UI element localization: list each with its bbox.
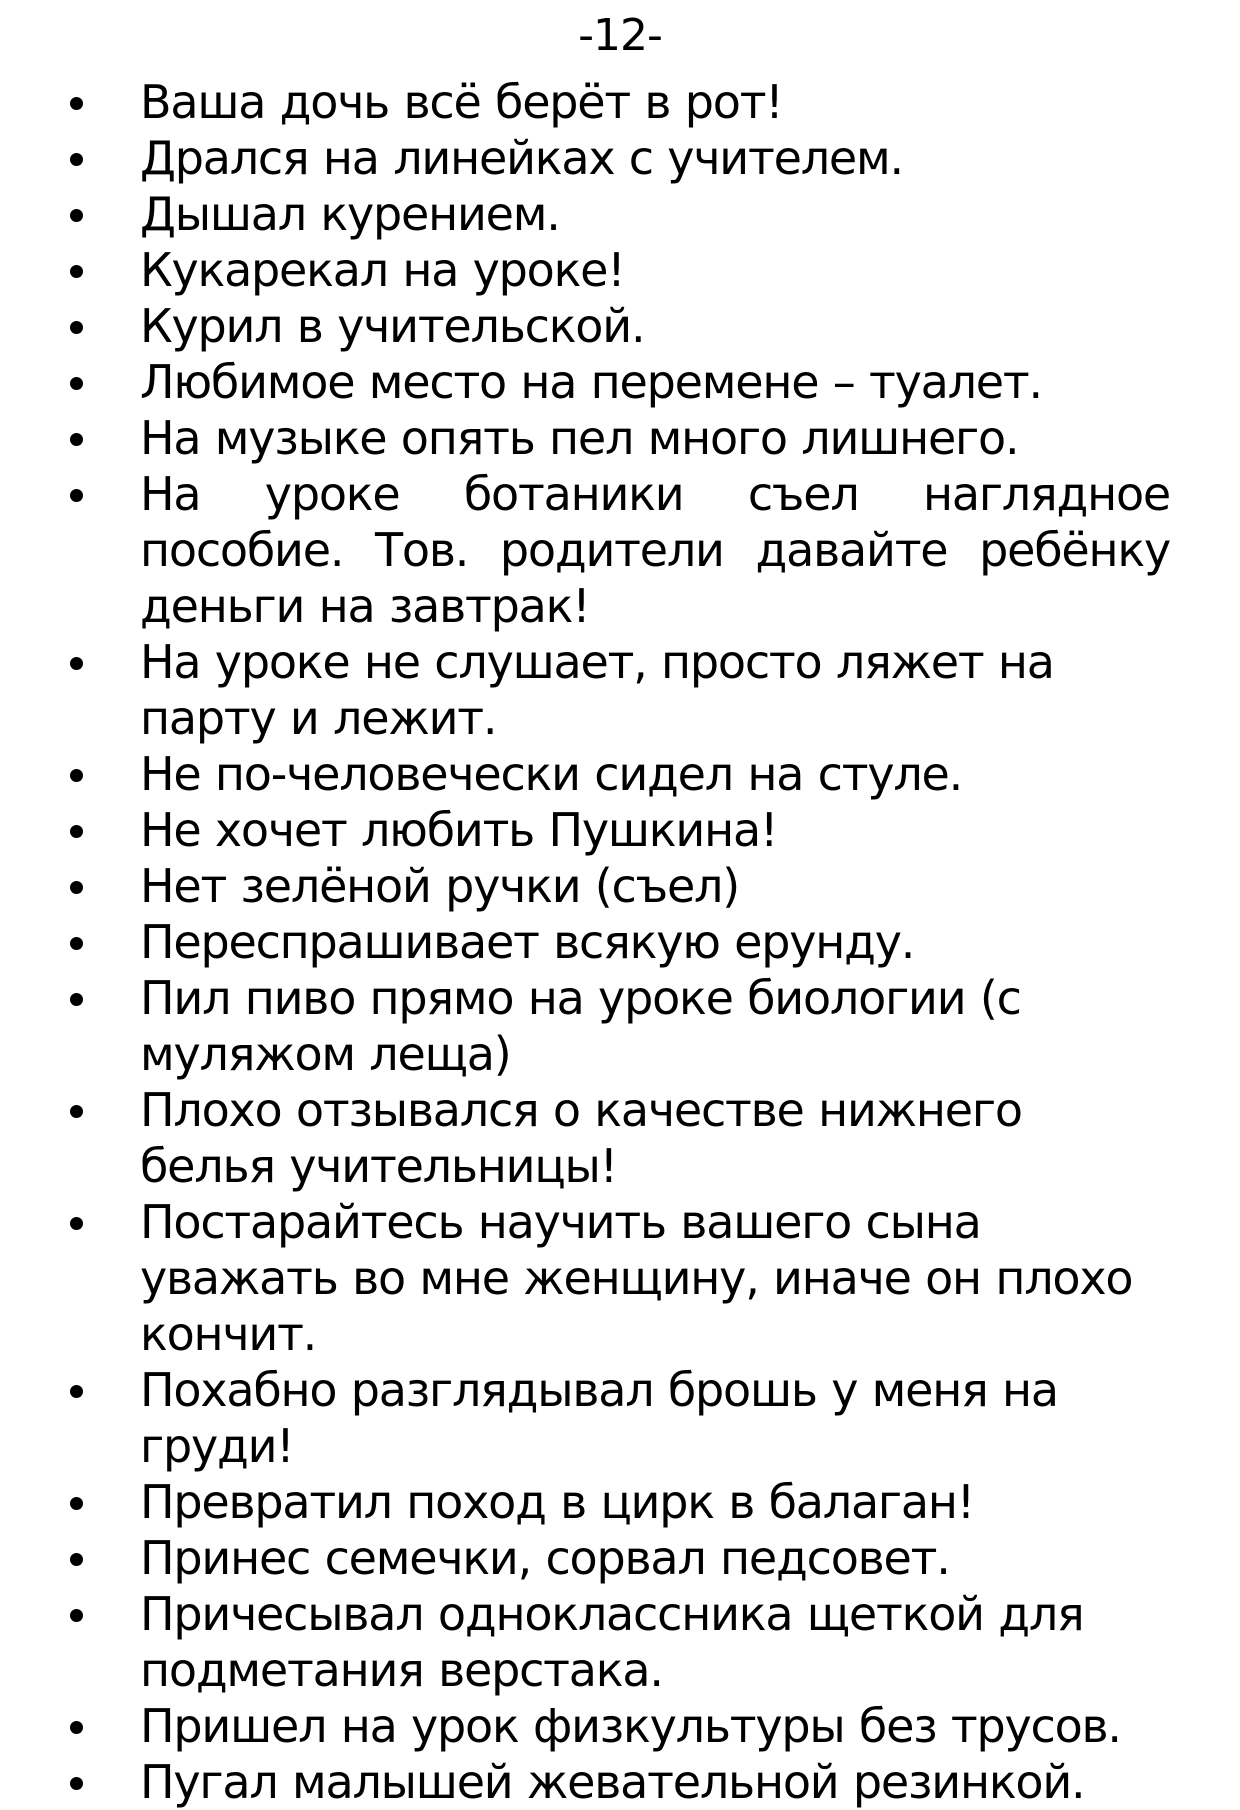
list-item <box>0 74 1240 130</box>
list-item-text: Любимое место на перемене – туалет. <box>140 355 1042 409</box>
list-item <box>0 1474 1240 1530</box>
bullet-icon <box>70 1609 83 1622</box>
bullet-icon <box>70 1217 83 1230</box>
list-item <box>0 1530 1240 1586</box>
list-item <box>0 1194 1240 1362</box>
bullet-icon <box>70 377 83 390</box>
list-item-text: Превратил поход в цирк в балаган! <box>140 1475 975 1529</box>
list-item-text: Пугал малышей жевательной резинкой. <box>140 1755 1085 1809</box>
bullet-icon <box>70 993 83 1006</box>
bullet-icon <box>70 881 83 894</box>
list-item-text: Переспрашивает всякую ерунду. <box>140 915 915 969</box>
list-item <box>0 298 1240 354</box>
list-item <box>0 914 1240 970</box>
page-number: -12- <box>578 10 662 61</box>
list-item-text: Ваша дочь всё берёт в рот! <box>140 75 783 129</box>
bullet-icon <box>70 265 83 278</box>
list-item-text: Причесывал одноклассника щеткой для подметания верстака. <box>140 1587 1084 1697</box>
list-item <box>0 858 1240 914</box>
list-item-text: На уроке ботаники съел наглядное пособие. Тов. родители давайте ребёнку деньги на завтрак! <box>140 467 1170 633</box>
bullet-icon <box>70 321 83 334</box>
list-item-text: На уроке не слушает, просто ляжет на парту и лежит. <box>140 635 1054 745</box>
list-item <box>0 130 1240 186</box>
bullet-icon <box>70 1105 83 1118</box>
bullet-icon <box>70 657 83 670</box>
bullet-icon <box>70 1721 83 1734</box>
list-item <box>0 186 1240 242</box>
bullet-icon <box>70 1385 83 1398</box>
list-item-text: Постарайтесь научить вашего сына уважать во мне женщину, иначе он плохо кончит. <box>140 1195 1133 1361</box>
bullet-icon <box>70 433 83 446</box>
list-item <box>0 1754 1240 1810</box>
list-item-text: Кукарекал на уроке! <box>140 243 625 297</box>
list-item <box>0 634 1240 746</box>
bullet-icon <box>70 1497 83 1510</box>
list-item-text: Похабно разглядывал брошь у меня на груди! <box>140 1363 1058 1473</box>
list-item <box>0 1698 1240 1754</box>
list-item-text: Нет зелёной ручки (съел) <box>140 859 739 913</box>
bullet-icon <box>70 209 83 222</box>
list-item-text: Не по-человечески сидел на стуле. <box>140 747 963 801</box>
bullet-icon <box>70 1553 83 1566</box>
list-item <box>0 1362 1240 1474</box>
list-item <box>0 354 1240 410</box>
list-item <box>0 746 1240 802</box>
bullet-icon <box>70 489 83 502</box>
bullet-icon <box>70 825 83 838</box>
list-item-text: Дрался на линейках с учителем. <box>140 131 903 185</box>
list-item-text: Пришел на урок физкультуры без трусов. <box>140 1699 1121 1753</box>
bullet-list <box>0 74 1240 1810</box>
list-item-text: Пил пиво прямо на уроке биологии (с муляжом леща) <box>140 971 1021 1081</box>
bullet-icon <box>70 153 83 166</box>
list-item-text: Принес семечки, сорвал педсовет. <box>140 1531 950 1585</box>
list-item <box>0 1586 1240 1698</box>
list-item <box>0 970 1240 1082</box>
list-item-text: Не хочет любить Пушкина! <box>140 803 778 857</box>
bullet-icon <box>70 1777 83 1790</box>
list-item-text: Дышал курением. <box>140 187 560 241</box>
list-item-text: Курил в учительской. <box>140 299 645 353</box>
list-item <box>0 802 1240 858</box>
list-item <box>0 410 1240 466</box>
bullet-icon <box>70 769 83 782</box>
list-item <box>0 466 1240 634</box>
bullet-icon <box>70 97 83 110</box>
list-item <box>0 242 1240 298</box>
bullet-icon <box>70 937 83 950</box>
list-item-text: Плохо отзывался о качестве нижнего белья учительницы! <box>140 1083 1022 1193</box>
list-item <box>0 1082 1240 1194</box>
list-item-text: На музыке опять пел много лишнего. <box>140 411 1019 465</box>
